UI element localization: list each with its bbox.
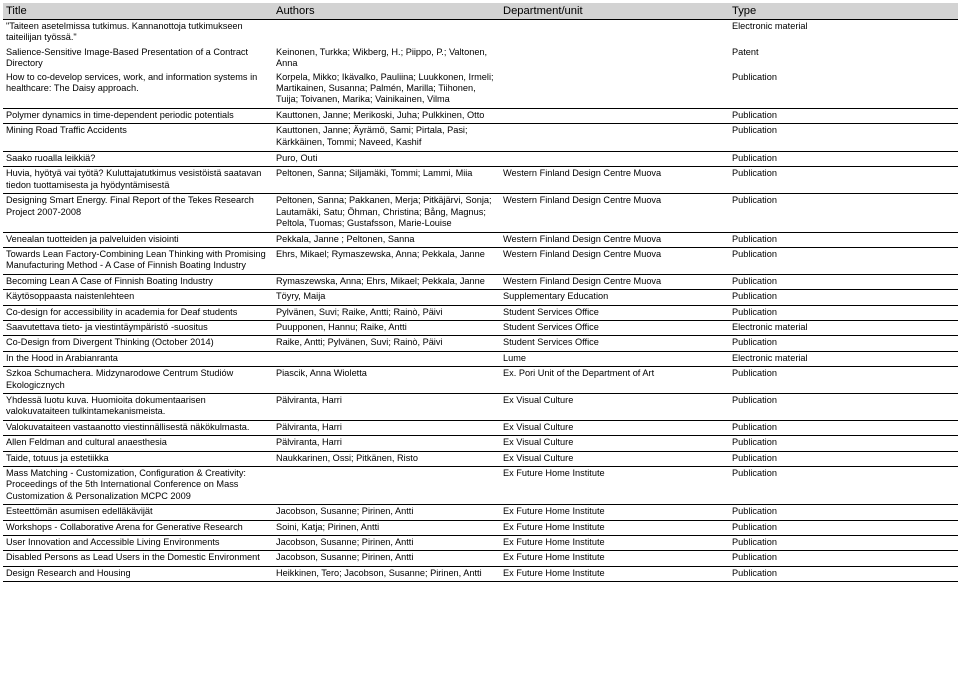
cell-department: Western Finland Design Centre Muova: [500, 274, 729, 289]
cell-department: [500, 71, 729, 109]
cell-department: Ex Future Home Institute: [500, 551, 729, 566]
cell-department: [500, 46, 729, 71]
cell-title: Becoming Lean A Case of Finnish Boating Industry: [3, 274, 273, 289]
cell-title: Saavutettava tieto- ja viestintäympäristö -suositus: [3, 320, 273, 335]
cell-authors: Pälviranta, Harri: [273, 393, 500, 420]
cell-type: Electronic material: [729, 320, 958, 335]
publication-table: [3, 3, 958, 582]
cell-type: Publication: [729, 551, 958, 566]
table-row: [3, 336, 958, 351]
cell-title: Mass Matching - Customization, Configuration & Creativity: Proceedings of the 5th International Conference on Mass Customization & Personalization MCPC 2009: [3, 467, 273, 505]
cell-department: Western Finland Design Centre Muova: [500, 247, 729, 274]
table-row: [3, 420, 958, 435]
cell-title: In the Hood in Arabianranta: [3, 351, 273, 366]
column-header-department: Department/unit: [500, 3, 729, 20]
table-row: [3, 305, 958, 320]
cell-title: "Taiteen asetelmissa tutkimus. Kannanottoja tutkimukseen taiteilijan työssä.": [6, 21, 243, 43]
cell-title: User Innovation and Accessible Living Environments: [3, 536, 273, 551]
cell-department: Student Services Office: [500, 336, 729, 351]
cell-type: Electronic material: [732, 21, 808, 31]
cell-authors: Peltonen, Sanna; Pakkanen, Merja; Pitkäjärvi, Sonja; Lautamäki, Satu; Öhman, Christina; Bång, Magnus; Peltola, Tuomas; Gustafsson, Marie-Louise: [273, 194, 500, 232]
cell-department: Student Services Office: [500, 320, 729, 335]
cell-type: Publication: [729, 247, 958, 274]
table-row: [3, 566, 958, 581]
cell-title: Disabled Persons as Lead Users in the Domestic Environment: [3, 551, 273, 566]
cell-title: Mining Road Traffic Accidents: [3, 124, 273, 152]
cell-type: Publication: [729, 451, 958, 466]
cell-authors: Kauttonen, Janne; Äyrämö, Sami; Pirtala, Pasi; Kärkkäinen, Tommi; Naveed, Kashif: [273, 124, 500, 152]
cell-authors: [273, 351, 500, 366]
cell-title: Valokuvataiteen vastaanotto viestinnällisestä näkökulmasta.: [3, 420, 273, 435]
cell-authors: Rymaszewska, Anna; Ehrs, Mikael; Pekkala, Janne: [273, 274, 500, 289]
cell-title: Huvia, hyötyä vai työtä? Kuluttajatutkimus vesistöistä saatavan tiedon tuottamisesta ja hyödyntämisestä: [3, 167, 273, 194]
cell-authors: Pekkala, Janne ; Peltonen, Sanna: [273, 232, 500, 247]
table-row: [3, 451, 958, 466]
cell-department: Ex Future Home Institute: [500, 536, 729, 551]
cell-type: Publication: [729, 167, 958, 194]
cell-department: Ex Visual Culture: [500, 436, 729, 451]
cell-authors: Puupponen, Hannu; Raike, Antti: [273, 320, 500, 335]
table-row: [3, 194, 958, 232]
cell-title: Towards Lean Factory-Combining Lean Thinking with Promising Manufacturing Method - A Case of Finnish Boating Industry: [3, 247, 273, 274]
table-row: [3, 536, 958, 551]
table-row: [3, 247, 958, 274]
table-row: [3, 108, 958, 123]
cell-type: Publication: [729, 393, 958, 420]
cell-department: Ex Visual Culture: [500, 393, 729, 420]
cell-department: Western Finland Design Centre Muova: [500, 167, 729, 194]
cell-department: Lume: [500, 351, 729, 366]
cell-authors: Soini, Katja; Pirinen, Antti: [273, 520, 500, 535]
cell-department: Ex Visual Culture: [500, 420, 729, 435]
table-row: [3, 167, 958, 194]
table-row: [3, 71, 958, 109]
cell-department: [500, 152, 729, 167]
cell-type: Publication: [729, 232, 958, 247]
cell-type: Publication: [729, 152, 958, 167]
cell-title: Polymer dynamics in time-dependent periodic potentials: [3, 108, 273, 123]
cell-authors: Heikkinen, Tero; Jacobson, Susanne; Pirinen, Antti: [273, 566, 500, 581]
table-row: [3, 20, 958, 46]
cell-title: Saako ruoalla leikkiä?: [3, 152, 273, 167]
cell-department: [500, 124, 729, 152]
cell-authors: Raike, Antti; Pylvänen, Suvi; Rainò, Päivi: [273, 336, 500, 351]
cell-title: Design Research and Housing: [3, 566, 273, 581]
cell-department: [500, 108, 729, 123]
cell-type: Publication: [729, 336, 958, 351]
cell-authors: Töyry, Maija: [273, 290, 500, 305]
cell-type: Publication: [729, 436, 958, 451]
column-header-type: Type: [729, 3, 958, 20]
table-row: [3, 551, 958, 566]
cell-type: Publication: [729, 305, 958, 320]
cell-department: Supplementary Education: [500, 290, 729, 305]
cell-authors: Naukkarinen, Ossi; Pitkänen, Risto: [273, 451, 500, 466]
cell-type: Patent: [732, 46, 759, 57]
column-header-authors: Authors: [273, 3, 500, 20]
cell-department: Student Services Office: [500, 305, 729, 320]
cell-authors: Puro, Outi: [273, 152, 500, 167]
cell-authors: Jacobson, Susanne; Pirinen, Antti: [273, 536, 500, 551]
cell-type: Publication: [729, 71, 958, 109]
cell-title: Co-Design from Divergent Thinking (October 2014): [3, 336, 273, 351]
cell-type: Publication: [729, 274, 958, 289]
cell-authors: Peltonen, Sanna; Siljamäki, Tommi; Lammi, Miia: [273, 167, 500, 194]
cell-authors: Jacobson, Susanne; Pirinen, Antti: [273, 505, 500, 520]
cell-type: Publication: [729, 505, 958, 520]
cell-authors: Pylvänen, Suvi; Raike, Antti; Rainò, Päivi: [273, 305, 500, 320]
cell-title: Workshops - Collaborative Arena for Generative Research: [3, 520, 273, 535]
cell-title: Taide, totuus ja estetiikka: [3, 451, 273, 466]
table-row: [3, 367, 958, 394]
table-row: [3, 124, 958, 152]
cell-department: Western Finland Design Centre Muova: [500, 232, 729, 247]
table-row: [3, 436, 958, 451]
table-row: [3, 290, 958, 305]
cell-department: Ex. Pori Unit of the Department of Art: [500, 367, 729, 394]
cell-department: [500, 20, 729, 46]
cell-type: Publication: [729, 566, 958, 581]
cell-department: Ex Future Home Institute: [500, 467, 729, 505]
table-row: [3, 467, 958, 505]
cell-authors: Keinonen, Turkka; Wikberg, H.; Piippo, P.; Valtonen, Anna: [276, 46, 488, 69]
cell-authors: Pälviranta, Harri: [273, 420, 500, 435]
table-header-row: [3, 3, 958, 20]
cell-department: Ex Visual Culture: [500, 451, 729, 466]
cell-type: Publication: [729, 367, 958, 394]
cell-type: Electronic material: [729, 351, 958, 366]
cell-authors: Pälviranta, Harri: [273, 436, 500, 451]
table-row: [3, 320, 958, 335]
table-row: [3, 46, 958, 71]
cell-type: Publication: [729, 290, 958, 305]
cell-title: Yhdessä luotu kuva. Huomioita dokumentaarisen valokuvataiteen tulkintamekanismeista.: [3, 393, 273, 420]
cell-type: Publication: [729, 194, 958, 232]
cell-title: How to co-develop services, work, and information systems in healthcare: The Daisy approach.: [3, 71, 273, 109]
cell-title: Venealan tuotteiden ja palveluiden visiointi: [3, 232, 273, 247]
cell-type: Publication: [729, 124, 958, 152]
cell-type: Publication: [729, 520, 958, 535]
cell-authors: Jacobson, Susanne; Pirinen, Antti: [273, 551, 500, 566]
cell-authors: Korpela, Mikko; Ikävalko, Pauliina; Luukkonen, Irmeli; Martikainen, Susanna; Palmén, Marilla; Tiihonen, Tuija; Toivanen, Marika; Vainikainen, Vilma: [273, 71, 500, 109]
cell-title: Allen Feldman and cultural anaesthesia: [3, 436, 273, 451]
cell-authors: [273, 20, 500, 46]
cell-department: Ex Future Home Institute: [500, 566, 729, 581]
column-header-title: Title: [3, 3, 273, 20]
cell-type: Publication: [729, 536, 958, 551]
cell-department: Ex Future Home Institute: [500, 520, 729, 535]
cell-department: Ex Future Home Institute: [500, 505, 729, 520]
table-row: [3, 520, 958, 535]
cell-title: Designing Smart Energy. Final Report of the Tekes Research Project 2007-2008: [3, 194, 273, 232]
table-row: [3, 152, 958, 167]
cell-title: Esteettömän asumisen edelläkävijät: [3, 505, 273, 520]
cell-authors: Ehrs, Mikael; Rymaszewska, Anna; Pekkala, Janne: [273, 247, 500, 274]
cell-title: Co-design for accessibility in academia for Deaf students: [3, 305, 273, 320]
cell-authors: Piascik, Anna Wioletta: [273, 367, 500, 394]
table-row: [3, 232, 958, 247]
cell-type: Publication: [729, 467, 958, 505]
cell-title: Salience-Sensitive Image-Based Presentation of a Contract Directory: [6, 46, 249, 69]
cell-title: Käytösoppaasta naistenlehteen: [3, 290, 273, 305]
cell-type: Publication: [729, 420, 958, 435]
cell-authors: Kauttonen, Janne; Merikoski, Juha; Pulkkinen, Otto: [273, 108, 500, 123]
cell-authors: [273, 467, 500, 505]
table-row: [3, 393, 958, 420]
cell-department: Western Finland Design Centre Muova: [500, 194, 729, 232]
table-row: [3, 351, 958, 366]
table-row: [3, 505, 958, 520]
cell-title: Szkoa Schumachera. Midzynarodowe Centrum Studiów Ekologicznych: [3, 367, 273, 394]
table-row: [3, 274, 958, 289]
cell-type: Publication: [729, 108, 958, 123]
